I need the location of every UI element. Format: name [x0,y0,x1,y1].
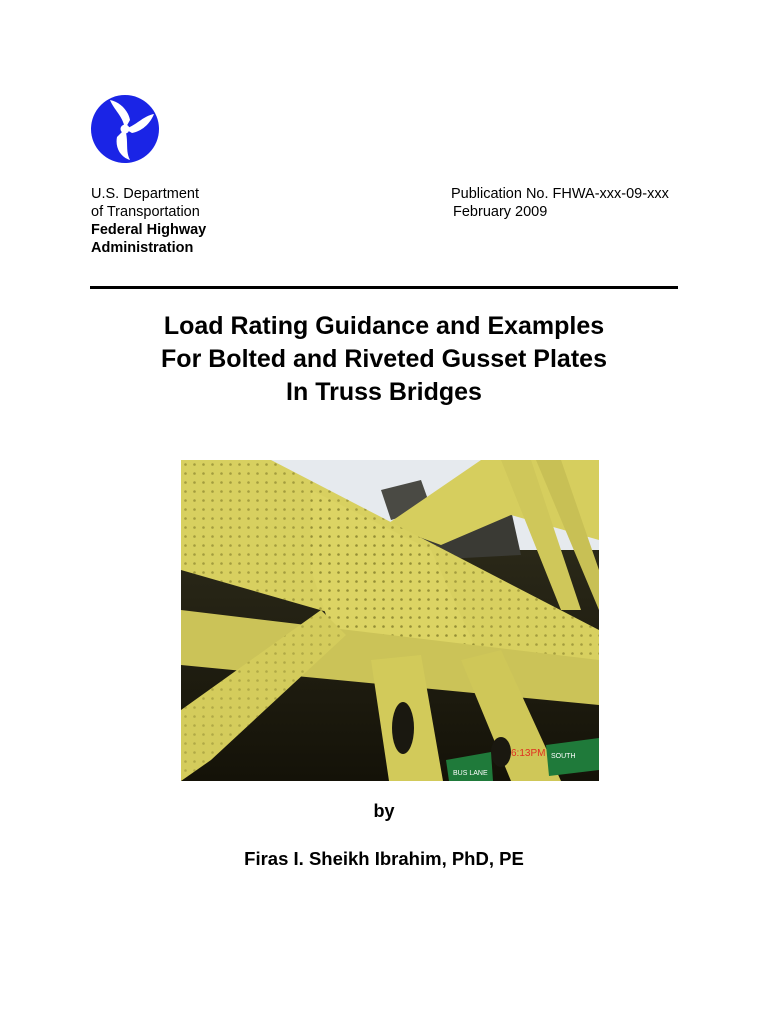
agency-line-3: Federal Highway [91,222,207,238]
title-line-1: Load Rating Guidance and Examples [163,312,605,340]
author-name: Firas I. Sheikh Ibrahim, PhD, PE [244,848,524,869]
document-title [0,310,768,409]
truss-bridge-photo [181,460,599,781]
header-divider [90,286,678,289]
photo-sign-text: BUS LANE [453,770,488,777]
photo-timestamp: 6:13PM [511,748,546,759]
title-line-2: For Bolted and Riveted Gusset Plates [161,345,607,373]
usdot-logo-icon [90,94,160,164]
agency-line-1: U.S. Department [91,186,199,202]
agency-line-2: of Transportation [91,204,200,220]
byline: by [373,801,395,821]
publication-date: February 2009 [453,204,548,220]
publication-info [451,185,669,221]
agency-block [91,185,206,257]
publication-number: Publication No. FHWA-xxx-09-xxx [451,186,669,202]
title-line-3: In Truss Bridges [286,378,482,406]
photo-sign-text-2: SOUTH [551,753,576,760]
agency-line-4: Administration [91,240,194,256]
